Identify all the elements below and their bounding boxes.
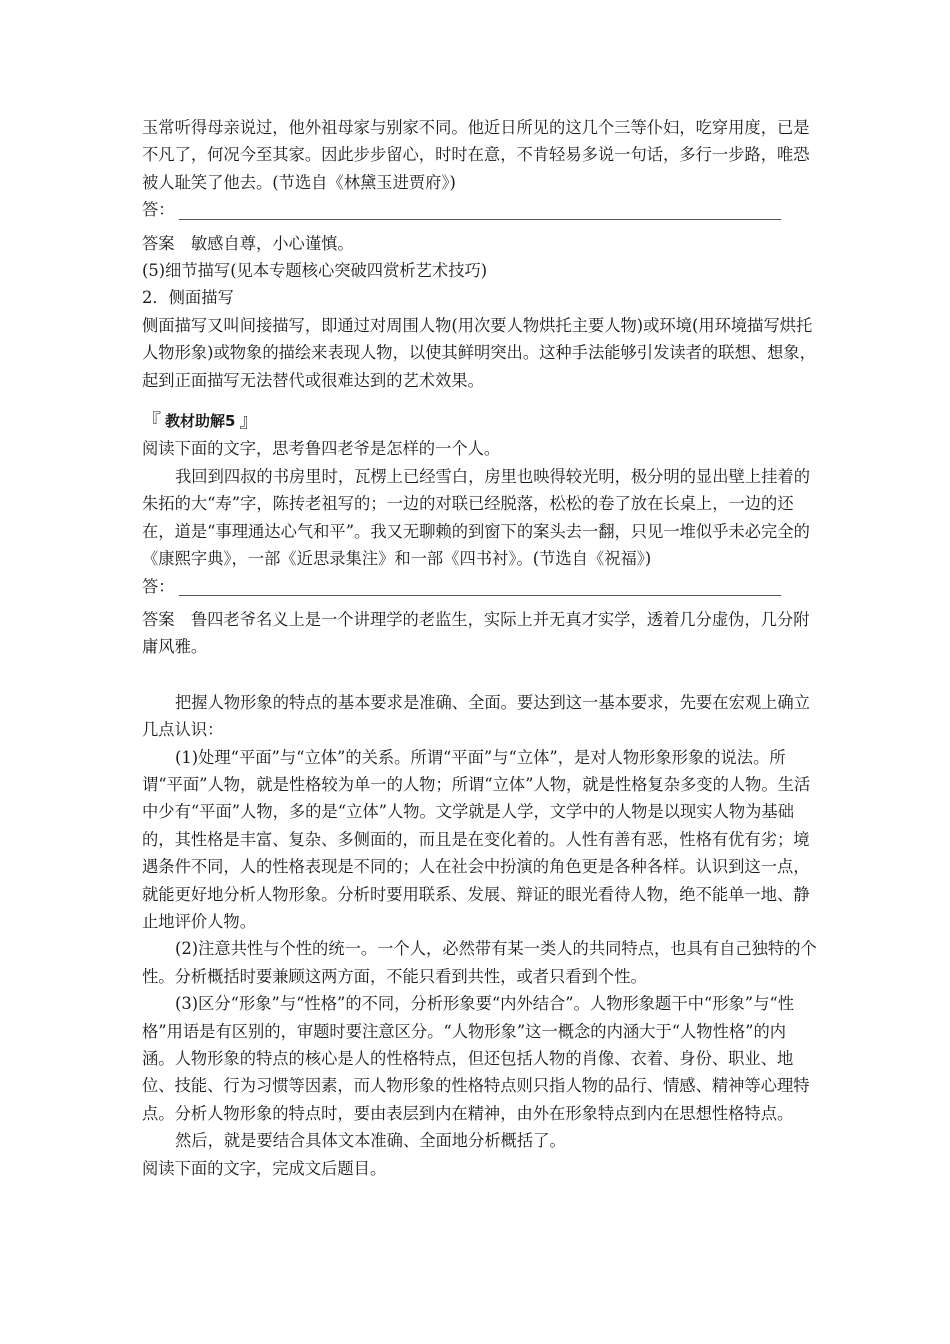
side-description-paragraph: 侧面描写又叫间接描写，即通过对周围人物(用次要人物烘托主要人物)或环境(用环境描写烘托人物形象)或物象的描绘来表现人物，以使其鲜明突出。这种手法能够引发读者的联想、想象，起到正面描写无法替代或很难达到的艺术效果。 <box>142 315 816 390</box>
answer-label: 答： <box>142 576 175 596</box>
answer-line-1 <box>142 196 818 223</box>
answer-blank-1[interactable] <box>179 201 781 220</box>
page-content <box>142 114 818 1182</box>
answer-text-1: 答案 敏感自尊，小心谨慎。 <box>142 233 354 253</box>
then-paragraph: 然后，就是要结合具体文本准确、全面地分析概括了。 <box>175 1131 566 1151</box>
bracket-open: 『 <box>142 410 162 433</box>
item-detail-description: (5)细节描写(见本专题核心突破四赏析艺术技巧) <box>142 261 488 281</box>
reading-prompt: 阅读下面的文字，思考鲁四老爷是怎样的一个人。 <box>142 439 501 459</box>
grasp-character-paragraph: 把握人物形象的特点的基本要求是准确、全面。要达到这一基本要求，先要在宏观上确立几点认识： <box>142 692 810 740</box>
answer-line-2 <box>142 573 818 600</box>
point-2-paragraph: (2)注意共性与个性的统一。一个人，必然带有某一类人的共同特点，也具有自己独特的个性。分析概括时要兼顾这两方面，不能只看到共性，或者只看到个性。 <box>142 939 817 986</box>
point-1-paragraph: (1)处理“平面”与“立体”的关系。所谓“平面”与“立体”，是对人物形象形象的说法。所谓“平面”人物，就是性格较为单一的人物；所谓“立体”人物，就是性格复杂多变的人物。生活中少有“平面”人物，多的是“立体”人物。文学就是人学，文学中的人物是以现实人物为基础的，其性格是丰富、复杂、多侧面的，而且是在变化着的。人性有善有恶，性格有优有劣；境遇条件不同，人的性格表现是不同的；人在社会中扮演的角色更是各种各样。认识到这一点，就能更好地分析人物形象。分析时要用联系、发展、辩证的眼光看待人物，绝不能单一地、静止地评价人物。 <box>142 747 811 931</box>
textbook-help-title: 教材助解5 <box>165 412 236 431</box>
answer-text-2: 答案 鲁四老爷名义上是一个讲理学的老监生，实际上并无真才实学，透着几分虚伪，几分附庸风雅。 <box>142 609 810 657</box>
bracket-close: 』 <box>239 410 259 433</box>
answer-blank-2[interactable] <box>179 577 781 596</box>
point-3-paragraph: (3)区分“形象”与“性格”的不同，分析形象要“内外结合”。人物形象题干中“形象”与“性格”用语是有区别的，审题时要注意区分。“人物形象”这一概念的内涵大于“人物性格”的内涵。人物形象的特点的核心是人的性格特点，但还包括人物的肖像、衣着、身份、职业、地位、技能、行为习惯等因素，而人物形象的性格特点则只指人物的品行、情感、精神等心理特点。分析人物形象的特点时，要由表层到内在精神，由外在形象特点到内在思想性格特点。 <box>142 994 810 1123</box>
section-heading-side-description: 2．侧面描写 <box>142 288 234 308</box>
answer-label: 答： <box>142 200 175 220</box>
excerpt-paragraph-zhufu: 我回到四叔的书房里时，瓦楞上已经雪白，房里也映得较光明，极分明的显出壁上挂着的朱拓的大“寿”字，陈抟老祖写的；一边的对联已经脱落，松松的卷了放在长桌上，一边的还在，道是“事理通达心气和平”。我又无聊赖的到窗下的案头去一翻，只见一堆似乎未必完全的《康熙字典》，一部《近思录集注》和一部《四书衬》。(节选自《祝福》) <box>142 466 810 569</box>
excerpt-paragraph-daiyu: 玉常听得母亲说过，他外祖母家与别家不同。他近日所见的这几个三等仆妇，吃穿用度，已是不凡了，何况今至其家。因此步步留心，时时在意，不肯轻易多说一句话，多行一步路，唯恐被人耻笑了他去。(节选自《林黛玉进贾府》) <box>142 118 810 192</box>
textbook-help-heading <box>142 408 258 435</box>
final-reading-prompt: 阅读下面的文字，完成文后题目。 <box>142 1158 387 1178</box>
